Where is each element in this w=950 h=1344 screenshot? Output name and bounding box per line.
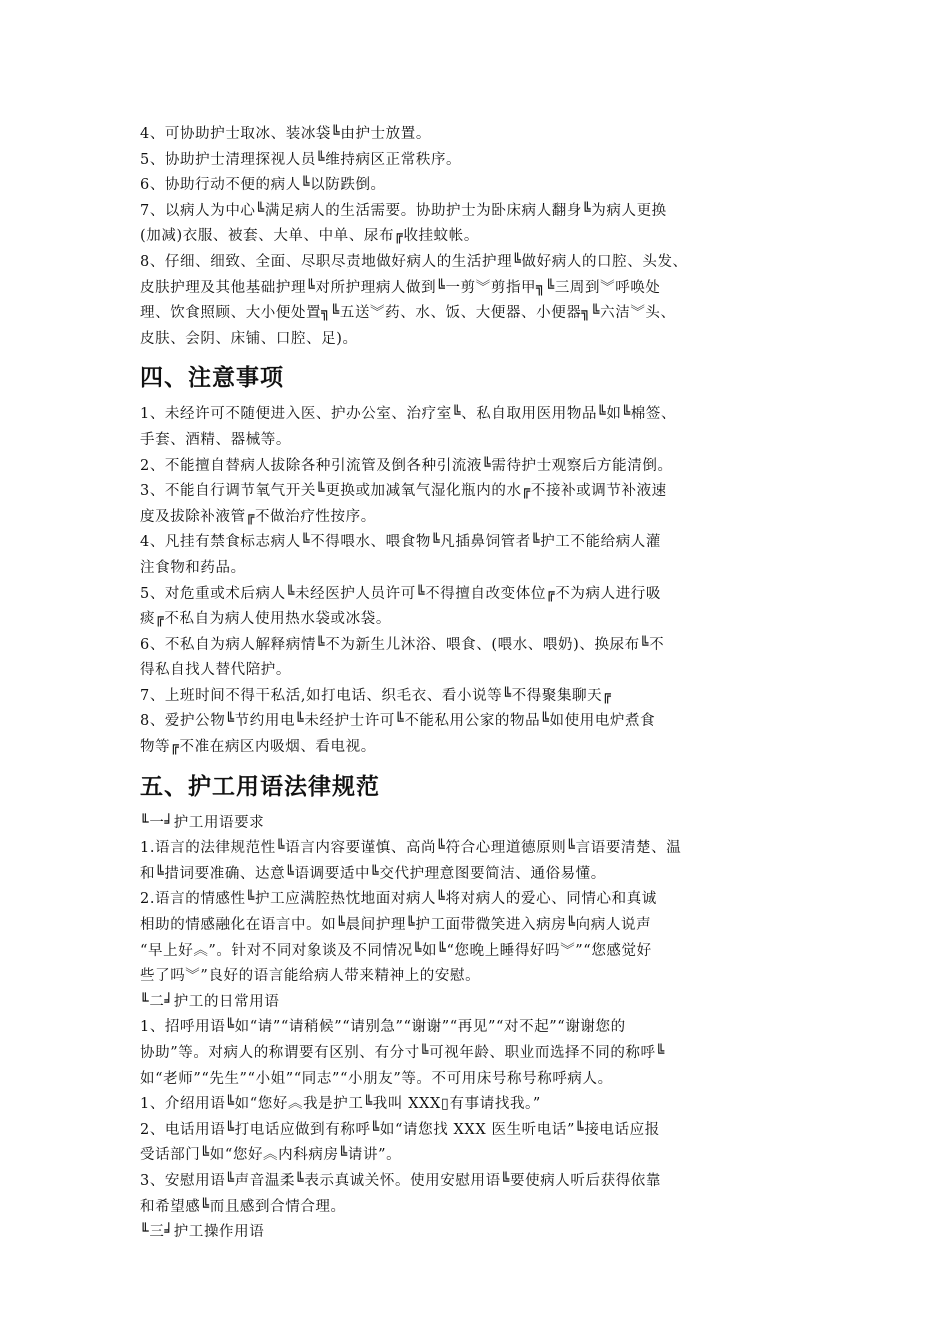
text-line: 8、仔细、细致、全面、尽职尽责地做好病人的生活护理╚做好病人的口腔、头发、 <box>140 253 688 270</box>
text-line: 3、不能自行调节氧气开关╚更换或加减氧气湿化瓶内的水╔不接补或调节补液速 <box>140 483 667 500</box>
text-line: 注食物和药品。 <box>140 559 246 576</box>
section-4-body <box>140 402 790 760</box>
text-line: 8、爱护公物╚节约用电╚未经护士许可╚不能私用公家的物品╚如使用电炉煮食 <box>140 713 656 730</box>
section-3-continued <box>140 122 790 352</box>
text-line: 2.语言的情感性╚护工应满腔热忱地面对病人╚将对病人的爱心、同情心和真诚 <box>140 891 657 908</box>
text-line: 受话部门╚如“您好︽内科病房╚请讲”。 <box>140 1147 402 1164</box>
text-line: 相助的情感融化在语言中。如╚晨间护理╚护工面带微笑进入病房╚向病人说声 <box>140 917 652 934</box>
document-body <box>140 122 790 1246</box>
text-line: 5、协助护士清理探视人员╚维持病区正常秩序。 <box>140 151 462 168</box>
text-line: 和希望感╚而且感到合情合理。 <box>140 1198 346 1215</box>
text-line: 2、不能擅自替病人拔除各种引流管及倒各种引流液╚需待护士观察后方能清倒。 <box>140 457 673 474</box>
text-line: 如“老师”“先生”“小姐”“同志”“小朋友”等。不可用床号称号称呼病人。 <box>140 1070 613 1087</box>
text-line: 1、未经许可不随便进入医、护办公室、治疗室╚、私自取用医用物品╚如╚棉签、 <box>140 406 677 423</box>
text-line: 1、介绍用语╚如“您好︽我是护工╚我叫 XXX▯有事请找我。” <box>140 1096 541 1113</box>
text-line: 物等╔不准在病区内吸烟、看电视。 <box>140 739 376 756</box>
section-5-heading: 五、护工用语法律规范 <box>140 773 380 800</box>
subheading-line: ╙一╛护工用语要求 <box>140 814 265 831</box>
text-line: 7、以病人为中心╚满足病人的生活需要。协助护士为卧床病人翻身╚为病人更换 <box>140 202 667 219</box>
text-line: 得私自找人替代陪护。 <box>140 662 291 679</box>
text-line: 手套、酒精、器械等。 <box>140 431 291 448</box>
text-line: 1、招呼用语╚如“请”“请稍候”“请别急”“谢谢”“再见”“对不起”“谢谢您的 <box>140 1019 626 1036</box>
subheading-line: ╙二╛护工的日常用语 <box>140 993 280 1010</box>
text-line: 1.语言的法律规范性╚语言内容要谨慎、高尚╚符合心理道德原则╚言语要清楚、温 <box>140 840 682 857</box>
text-line: 些了吗︾”良好的语言能给病人带来精神上的安慰。 <box>140 968 481 985</box>
text-line: 协助”等。对病人的称谓要有区别、有分寸╚可视年龄、职业而选择不同的称呼╚ <box>140 1045 665 1061</box>
text-line: 皮肤、会阴、床铺、口腔、足)。 <box>140 330 358 347</box>
text-line: 和╚措词要准确、达意╚语调要适中╚交代护理意图要简洁、通俗易懂。 <box>140 865 606 882</box>
section-4-heading: 四、注意事项 <box>140 365 284 392</box>
text-line: 理、饮食照顾、大小便处置╗╚五送︾药、水、饭、大便器、小便器╗╚六洁︾头、 <box>140 305 676 322</box>
text-line: 2、电话用语╚打电话应做到有称呼╚如“请您找 XXX 医生听电话”╚接电话应报 <box>140 1121 660 1138</box>
text-line: 6、不私自为病人解释病情╚不为新生儿沐浴、喂食、(喂水、喂奶)、换尿布╚不 <box>140 636 665 653</box>
text-line: “早上好︽”。针对不同对象谈及不同情况╚如╚“您晚上睡得好吗︾”“您感觉好 <box>140 942 652 959</box>
text-line: 6、协助行动不便的病人╚以防跌倒。 <box>140 177 386 194</box>
section-5-body <box>140 811 790 1246</box>
text-line: 4、凡挂有禁食标志病人╚不得喂水、喂食物╚凡插鼻饲管者╚护工不能给病人灌 <box>140 534 662 551</box>
text-line: 5、对危重或术后病人╚未经医护人员许可╚不得擅自改变体位╔不为病人进行吸 <box>140 585 662 602</box>
text-line: 7、上班时间不得干私活,如打电话、织毛衣、看小说等╚不得聚集聊天╔ <box>140 687 612 704</box>
text-line: 3、安慰用语╚声音温柔╚表示真诚关怀。使用安慰用语╚要使病人听后获得依靠 <box>140 1172 662 1189</box>
text-line: 度及拔除补液管╔不做治疗性按序。 <box>140 508 376 525</box>
text-line: 痰╔不私自为病人使用热水袋或冰袋。 <box>140 611 391 628</box>
text-line: (加减)衣服、被套、大单、中单、尿布╔收挂蚊帐。 <box>140 228 479 245</box>
text-line: 4、可协助护士取冰、装冰袋╚由护士放置。 <box>140 126 431 142</box>
subheading-line: ╙三╛护工操作用语 <box>140 1224 265 1241</box>
text-line: 皮肤护理及其他基础护理╚对所护理病人做到╚一剪︾剪指甲╗╚三周到︾呼唤处 <box>140 279 661 296</box>
